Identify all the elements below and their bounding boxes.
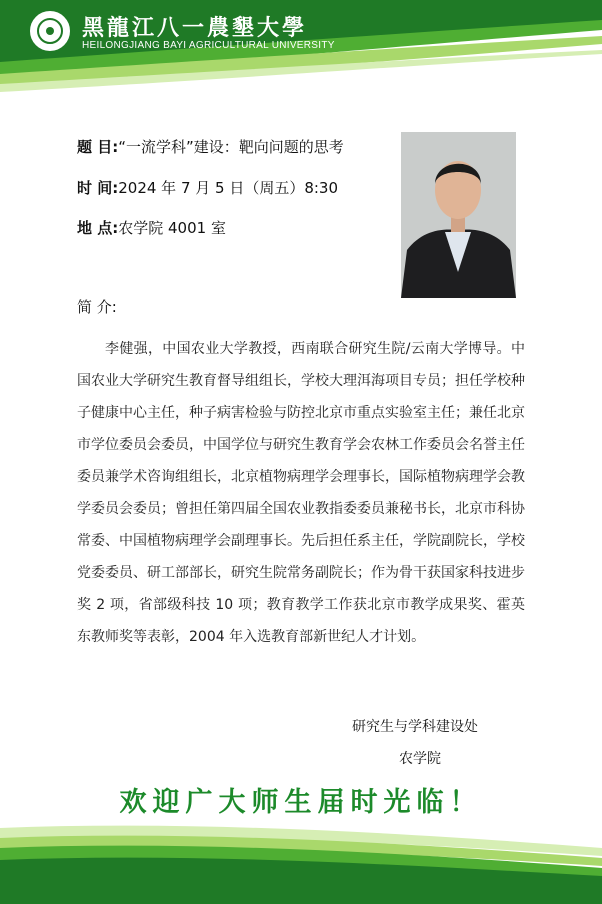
place-value: 农学院 4001 室 bbox=[118, 219, 226, 237]
time-value: 2024 年 7 月 5 日（周五）8:30 bbox=[118, 179, 339, 197]
intro-label: 简 介: bbox=[77, 298, 117, 316]
university-logo bbox=[28, 9, 72, 53]
topic-value: “一流学科”建设：靶向问题的思考 bbox=[118, 138, 344, 156]
place-label: 地 点: bbox=[77, 219, 119, 237]
speaker-photo bbox=[401, 132, 516, 298]
time-label: 时 间: bbox=[77, 179, 119, 197]
university-name-cn: 黑龍江八一農墾大學 bbox=[82, 15, 308, 41]
speaker-bio: 李健强，中国农业大学教授，西南联合研究生院/云南大学博导。中国农业大学研究生教育督导组组长，学校大理洱海项目专员；担任学校种子健康中心主任，种子病害检验与防控北京市重点实验室主任；兼任北京市学位委员会委员，中国学位与研究生教育学会农林工作委员会名誉主任委员兼学术咨询组组长，北京植物病理学会理事长，国际植物病理学会教学委员会委员；曾担任第四届全国农业教指委委员兼秘书长，北京市科协常委、中国植物病理学会副理事长。先后担任系主任，学院副院长，学校党委委员、研工部部长，研究生院常务副院长；作为骨干获国家科技进步奖 2 项，省部级科技 10 项；教育教学工作获北京市教学成果奖、霍英东教师奖等表彰，2004 年入选教育部新世纪人才计划。 bbox=[77, 341, 525, 645]
time-line bbox=[77, 177, 338, 198]
university-name-en: HEILONGJIANG BAYI AGRICULTURAL UNIVERSITY bbox=[82, 40, 335, 51]
topic-line bbox=[77, 136, 344, 157]
footer-banner bbox=[0, 818, 602, 904]
organizer-agronomy-college: 农学院 bbox=[399, 751, 441, 767]
place-line bbox=[77, 217, 226, 238]
topic-label: 题 目: bbox=[77, 138, 119, 156]
organizer-graduate-office: 研究生与学科建设处 bbox=[352, 719, 478, 735]
welcome-slogan: 欢迎广大师生届时光临！ bbox=[119, 787, 483, 818]
